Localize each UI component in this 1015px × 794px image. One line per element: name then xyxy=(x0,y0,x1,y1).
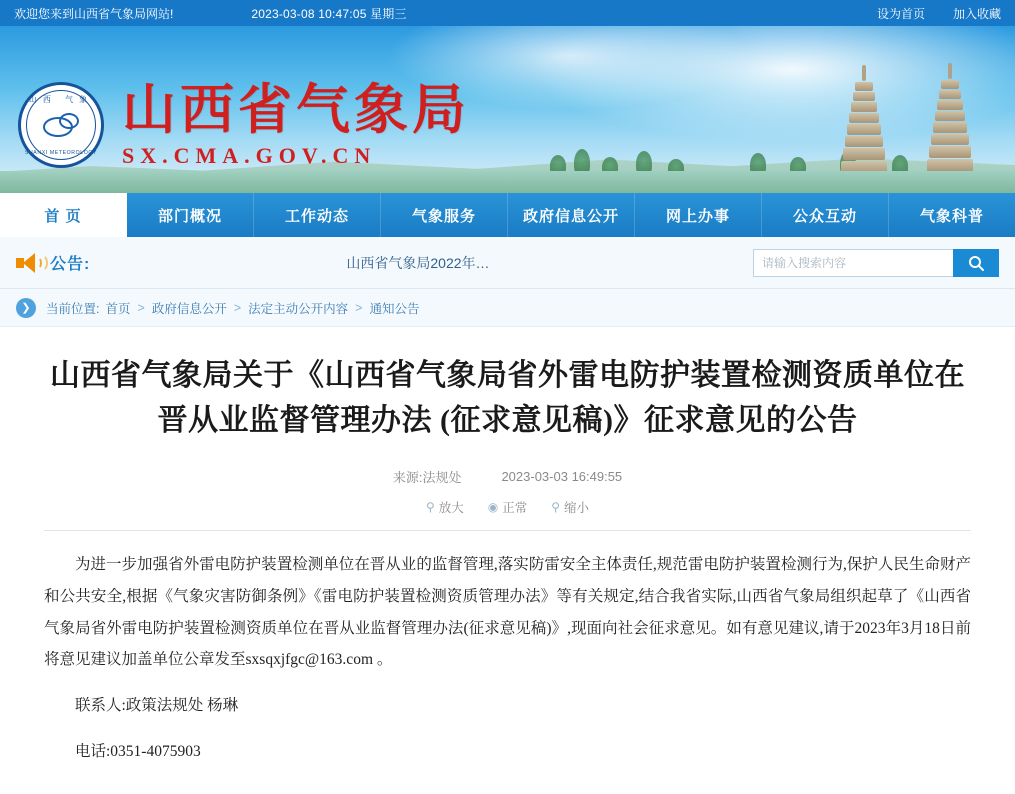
add-favorite-link[interactable]: 加入收藏 xyxy=(952,6,1001,21)
meteorology-seal-icon xyxy=(18,82,104,168)
top-utility-links xyxy=(877,0,1001,26)
article-divider xyxy=(44,530,971,531)
nav-item-weather-services[interactable]: 气象服务 xyxy=(381,193,508,237)
current-datetime: 2023-03-08 10:47:05 星期三 xyxy=(251,6,407,21)
breadcrumb-item-home[interactable]: 首页 xyxy=(105,301,131,316)
site-title-en: SX.CMA.GOV.CN xyxy=(122,142,377,168)
breadcrumb-separator: > xyxy=(355,300,363,315)
breadcrumb-item-government-info[interactable]: 政府信息公开 xyxy=(151,301,227,316)
megaphone-icon xyxy=(16,252,42,274)
banner-ground-decoration xyxy=(0,171,1015,193)
search-input[interactable] xyxy=(753,249,953,277)
zoom-in-icon: ⚲ xyxy=(425,500,435,514)
content-area xyxy=(0,327,1015,782)
right-rail xyxy=(971,327,999,782)
left-rail xyxy=(16,327,44,782)
font-enlarge-button[interactable] xyxy=(426,498,464,516)
nav-item-government-info[interactable]: 政府信息公开 xyxy=(508,193,635,237)
announcement-label: 公告: xyxy=(50,256,91,273)
breadcrumb-item-statutory-disclosure[interactable]: 法定主动公开内容 xyxy=(248,301,349,316)
font-reduce-label: 缩小 xyxy=(564,501,590,515)
nav-item-science-popularization[interactable]: 气象科普 xyxy=(919,207,984,225)
site-title-cn: 山西省气象局 xyxy=(122,80,470,140)
article-paragraph: 为进一步加强省外雷电防护装置检测单位在晋从业的监督管理,落实防雷安全主体责任,规范雷电防护装置检测行为,保护人民生命财产和公共安全,根据《气象灾害防御条例》《雷电防护装置检测资质管理办法》等有关规定,结合我省实际,山西省气象局组织起草了《山西省气象局省外雷电防护装置检测资质单位在晋从业监督管理办法(征求意见稿)》,现面向社会征求意见。如有意见建议,请于2023年3月18日前将意见建议加盖单位公章发至sxsqxjfgc@163.com 。 xyxy=(44,556,971,669)
breadcrumb xyxy=(0,289,1015,327)
circle-check-icon: ◉ xyxy=(487,500,499,514)
announcement-text: 山西省气象局2022年… xyxy=(346,254,490,271)
pagoda-icon xyxy=(841,65,887,175)
nav-item-department-overview[interactable]: 部门概况 xyxy=(127,193,254,237)
seal-bottom-text: SHANXI METEOROLOGY xyxy=(24,150,98,157)
nav-item-home[interactable]: 首 页 xyxy=(0,193,127,237)
font-normal-button[interactable] xyxy=(488,498,528,516)
breadcrumb-item-notices[interactable]: 通知公告 xyxy=(369,301,420,316)
seal-top-text: 山西 气象 xyxy=(28,95,94,105)
site-logo-text xyxy=(122,82,470,169)
nav-item-public-interaction[interactable]: 公众互动 xyxy=(762,193,889,237)
font-reduce-button[interactable] xyxy=(551,498,589,516)
nav-item-work-updates[interactable]: 工作动态 xyxy=(254,193,381,237)
breadcrumb-arrow-icon: ❯ xyxy=(16,298,36,318)
article-contact-person: 联系人:政策法规处 杨琳 xyxy=(75,697,239,715)
article-body xyxy=(44,549,971,768)
page-title: 山西省气象局关于《山西省气象局省外雷电防护装置检测资质单位在晋从业监督管理办法 (征求意见稿)》征求意见的公告 xyxy=(50,359,965,437)
breadcrumb-separator: > xyxy=(233,300,242,315)
search-button[interactable] xyxy=(953,249,999,277)
set-homepage-link[interactable]: 设为首页 xyxy=(876,6,925,21)
zoom-out-icon: ⚲ xyxy=(551,500,561,514)
breadcrumb-separator: > xyxy=(137,300,145,315)
article-datetime: 2023-03-03 16:49:55 xyxy=(501,469,623,484)
site-banner xyxy=(0,26,1015,193)
article-meta xyxy=(44,467,971,486)
top-utility-bar xyxy=(0,0,1015,26)
font-enlarge-label: 放大 xyxy=(438,501,464,515)
article-contact-phone: 电话:0351-4075903 xyxy=(75,742,201,760)
site-logo[interactable] xyxy=(18,82,470,169)
site-search xyxy=(753,249,999,277)
font-size-controls xyxy=(44,498,971,516)
main-navigation xyxy=(0,193,1015,237)
welcome-text: 欢迎您来到山西省气象局网站! xyxy=(14,6,174,21)
pagoda-icon-secondary xyxy=(927,63,973,173)
article-source: 来源:法规处 xyxy=(392,470,462,485)
cloud-icon xyxy=(41,113,81,137)
announcement-bar xyxy=(0,237,1015,289)
font-normal-label: 正常 xyxy=(502,501,528,515)
nav-item-online-services[interactable]: 网上办事 xyxy=(635,193,762,237)
announcement-scroller[interactable] xyxy=(106,251,741,275)
article xyxy=(44,327,971,782)
breadcrumb-label: 当前位置: xyxy=(46,301,100,316)
